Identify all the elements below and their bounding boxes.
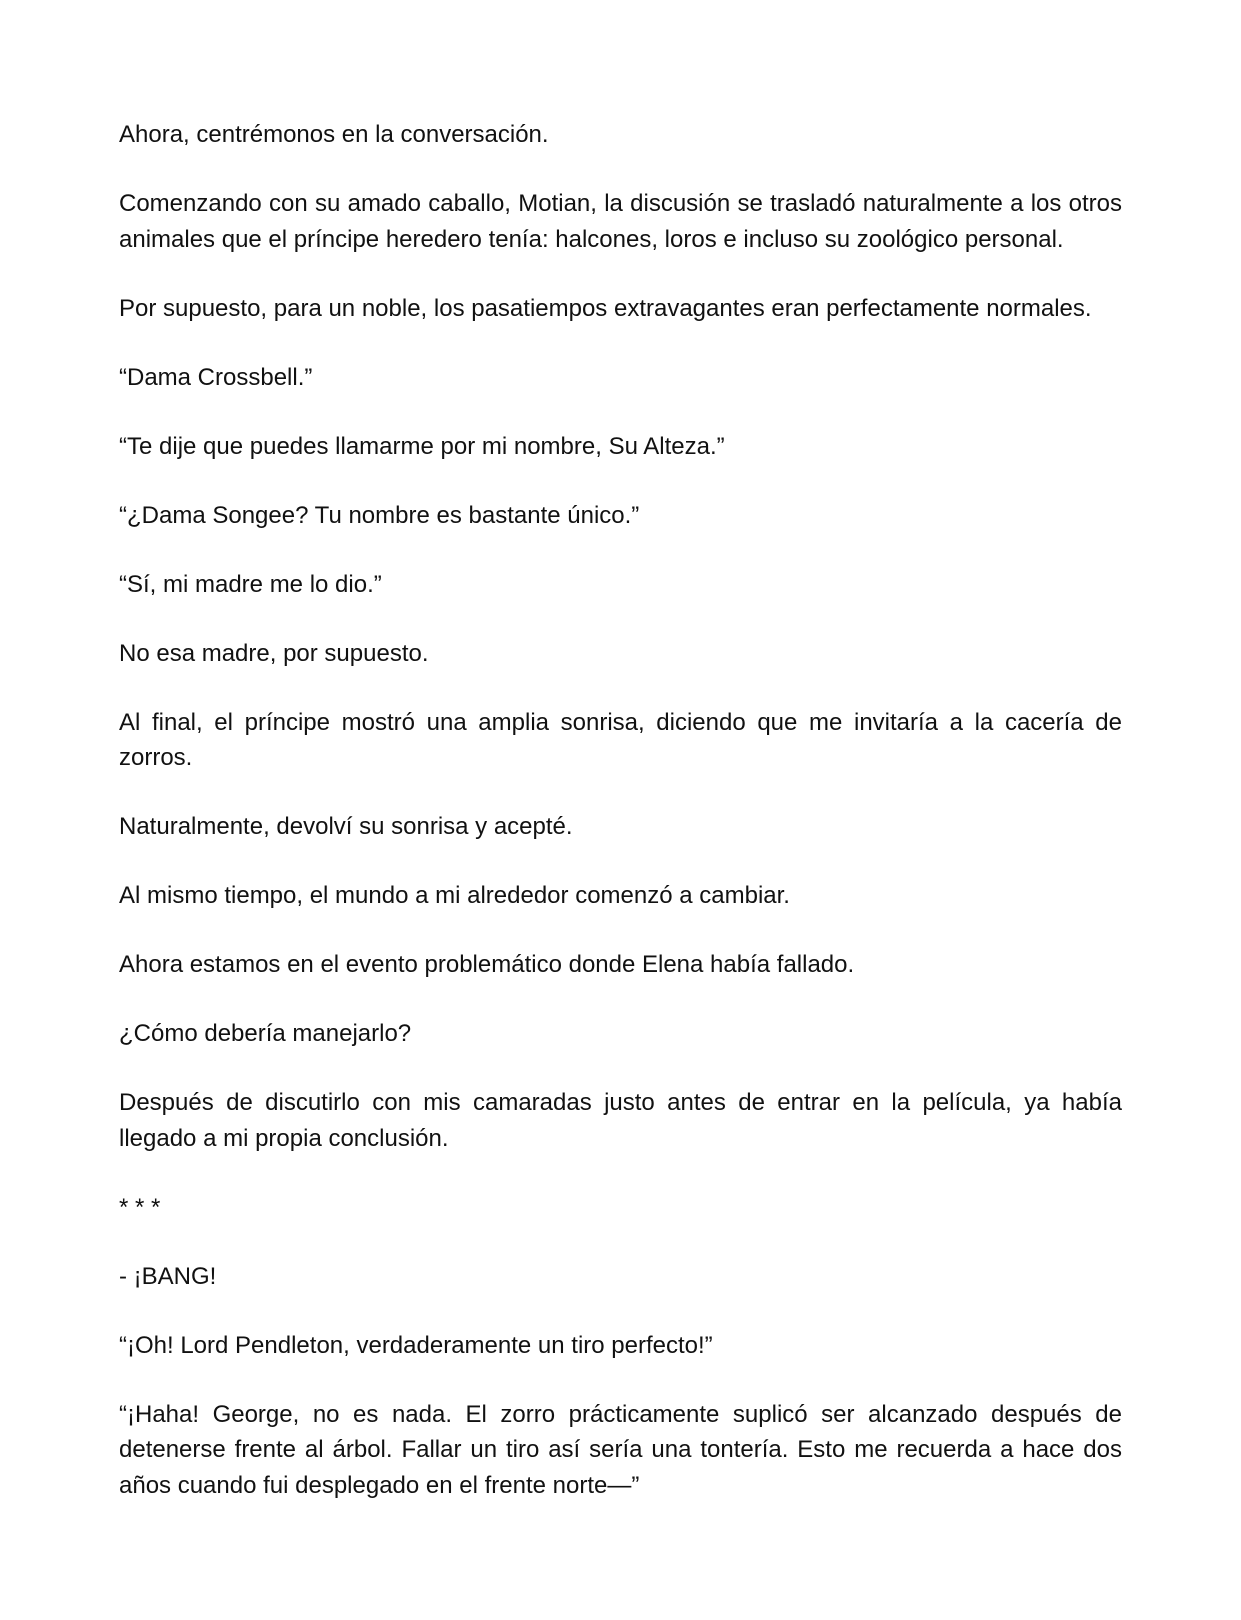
paragraph: ¿Cómo debería manejarlo? bbox=[119, 1020, 412, 1047]
dialogue-line: “¿Dama Songee? Tu nombre es bastante único.” bbox=[119, 501, 640, 529]
paragraph: Al mismo tiempo, el mundo a mi alrededor comenzó a cambiar. bbox=[119, 882, 790, 909]
paragraph: Ahora, centrémonos en la conversación. bbox=[119, 121, 549, 148]
dialogue-line: “Te dije que puedes llamarme por mi nombre, Su Alteza.” bbox=[119, 432, 725, 460]
dialogue-line: “Dama Crossbell.” bbox=[119, 363, 313, 391]
paragraph: Comenzando con su amado caballo, Motian, la discusión se trasladó naturalmente a los otros animales que el príncipe heredero tenía: halcones, loros e incluso su zoológico personal. bbox=[119, 190, 1122, 253]
paragraph: Ahora estamos en el evento problemático donde Elena había fallado. bbox=[119, 951, 855, 978]
dialogue-line: “¡Haha! George, no es nada. El zorro prácticamente suplicó ser alcanzado después de detenerse frente al árbol. Fallar un tiro así sería una tontería. Esto me recuerda a hace dos años cuando fui desplegado en el frente norte—” bbox=[119, 1400, 1122, 1499]
dialogue-line: “Sí, mi madre me lo dio.” bbox=[119, 570, 382, 598]
document-body bbox=[119, 117, 1122, 1503]
dialogue-line: “¡Oh! Lord Pendleton, verdaderamente un tiro perfecto!” bbox=[119, 1331, 713, 1359]
sound-effect: - ¡BANG! bbox=[119, 1262, 217, 1290]
paragraph: No esa madre, por supuesto. bbox=[119, 639, 429, 667]
paragraph: Naturalmente, devolví su sonrisa y acepté. bbox=[119, 813, 573, 840]
scene-break: * * * bbox=[119, 1193, 161, 1221]
paragraph: Después de discutirlo con mis camaradas justo antes de entrar en la película, ya había llegado a mi propia conclusión. bbox=[119, 1089, 1122, 1152]
paragraph: Por supuesto, para un noble, los pasatiempos extravagantes eran perfectamente normales. bbox=[119, 294, 1092, 322]
paragraph: Al final, el príncipe mostró una amplia sonrisa, diciendo que me invitaría a la cacería de zorros. bbox=[119, 708, 1122, 771]
